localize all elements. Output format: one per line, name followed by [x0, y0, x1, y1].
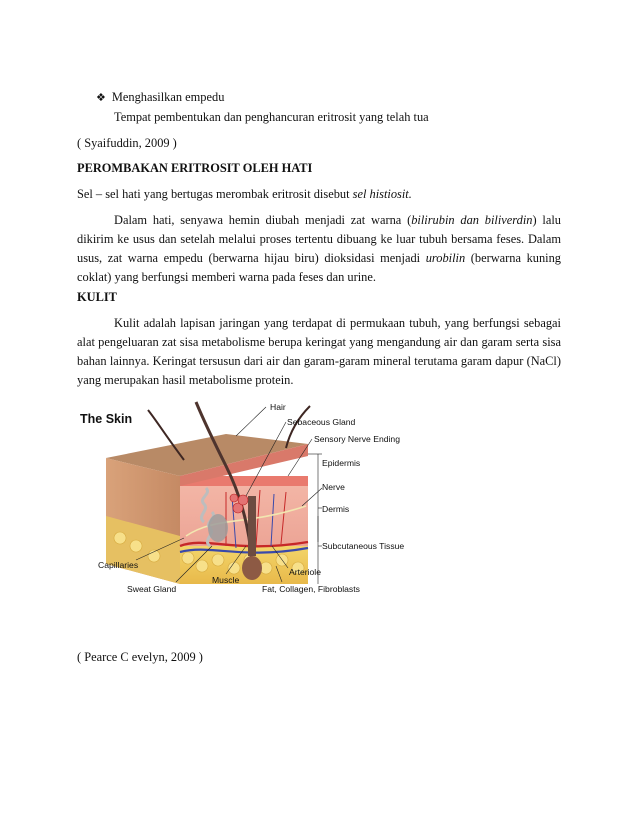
citation: ( Syaifuddin, 2009 )	[77, 136, 177, 150]
paragraph-text: Sel – sel hati yang bertugas merombak eritrosit disebut	[77, 187, 353, 201]
label-fat-collagen-fibroblasts: Fat, Collagen, Fibroblasts	[262, 584, 360, 594]
label-sensory-nerve-ending: Sensory Nerve Ending	[314, 434, 400, 444]
bullet-text: Menghasilkan empedu	[111, 90, 225, 104]
paragraph-text: (berwarna kuning coklat) yang berfungsi memberi warna pada feses dan urine.	[77, 251, 561, 284]
italic-term: sel histiosit.	[352, 187, 412, 201]
label-subcutaneous-tissue: Subcutaneous Tissue	[322, 541, 405, 551]
label-muscle: Muscle	[212, 575, 240, 585]
section-heading: KULIT	[77, 290, 117, 304]
citation: ( Pearce C evelyn, 2009 )	[77, 650, 203, 664]
body-line: Tempat pembentukan dan penghancuran eritrosit yang telah tua	[114, 110, 429, 124]
label-arteriole: Arteriole	[289, 567, 321, 577]
label-dermis: Dermis	[322, 504, 350, 514]
paragraph	[77, 187, 412, 202]
paragraph-text: ) lalu dikirim ke usus dan setelah melalui proses tertentu dibuang ke luar tubuh bersama feses. Dalam usus, zat warna empedu (berwarna hijau biru) dioksidasi menjadi	[77, 213, 561, 265]
section-heading: PEROMBAKAN ERITROSIT OLEH HATI	[77, 161, 313, 175]
diamond-bullet-icon: ❖	[96, 91, 106, 104]
label-sebaceous-gland: Sebaceous Gland	[287, 417, 356, 427]
label-hair: Hair	[270, 402, 286, 412]
label-nerve: Nerve	[322, 482, 345, 492]
paragraph-text: Dalam hati, senyawa hemin diubah menjadi zat warna (	[114, 213, 412, 227]
italic-term: urobilin	[425, 251, 466, 265]
paragraph	[77, 211, 561, 287]
label-sweat-gland: Sweat Gland	[127, 584, 177, 594]
paragraph: Kulit adalah lapisan jaringan yang terdapat di permukaan tubuh, yang berfungsi sebagai alat pengeluaran zat sisa metabolisme berupa keringat yang mengandung air dan garam serta sisa bahan lainnya. Keringat tersusun dari air dan garam-garam mineral terutama garam dapur (NaCl) yang merupakan hasil metabolisme protein.	[77, 316, 561, 387]
label-epidermis: Epidermis	[322, 458, 361, 468]
bullet-item	[96, 90, 224, 105]
figure-title: The Skin	[80, 412, 133, 426]
label-capillaries: Capillaries	[98, 560, 139, 570]
italic-term: bilirubin dan biliverdin	[411, 213, 533, 227]
